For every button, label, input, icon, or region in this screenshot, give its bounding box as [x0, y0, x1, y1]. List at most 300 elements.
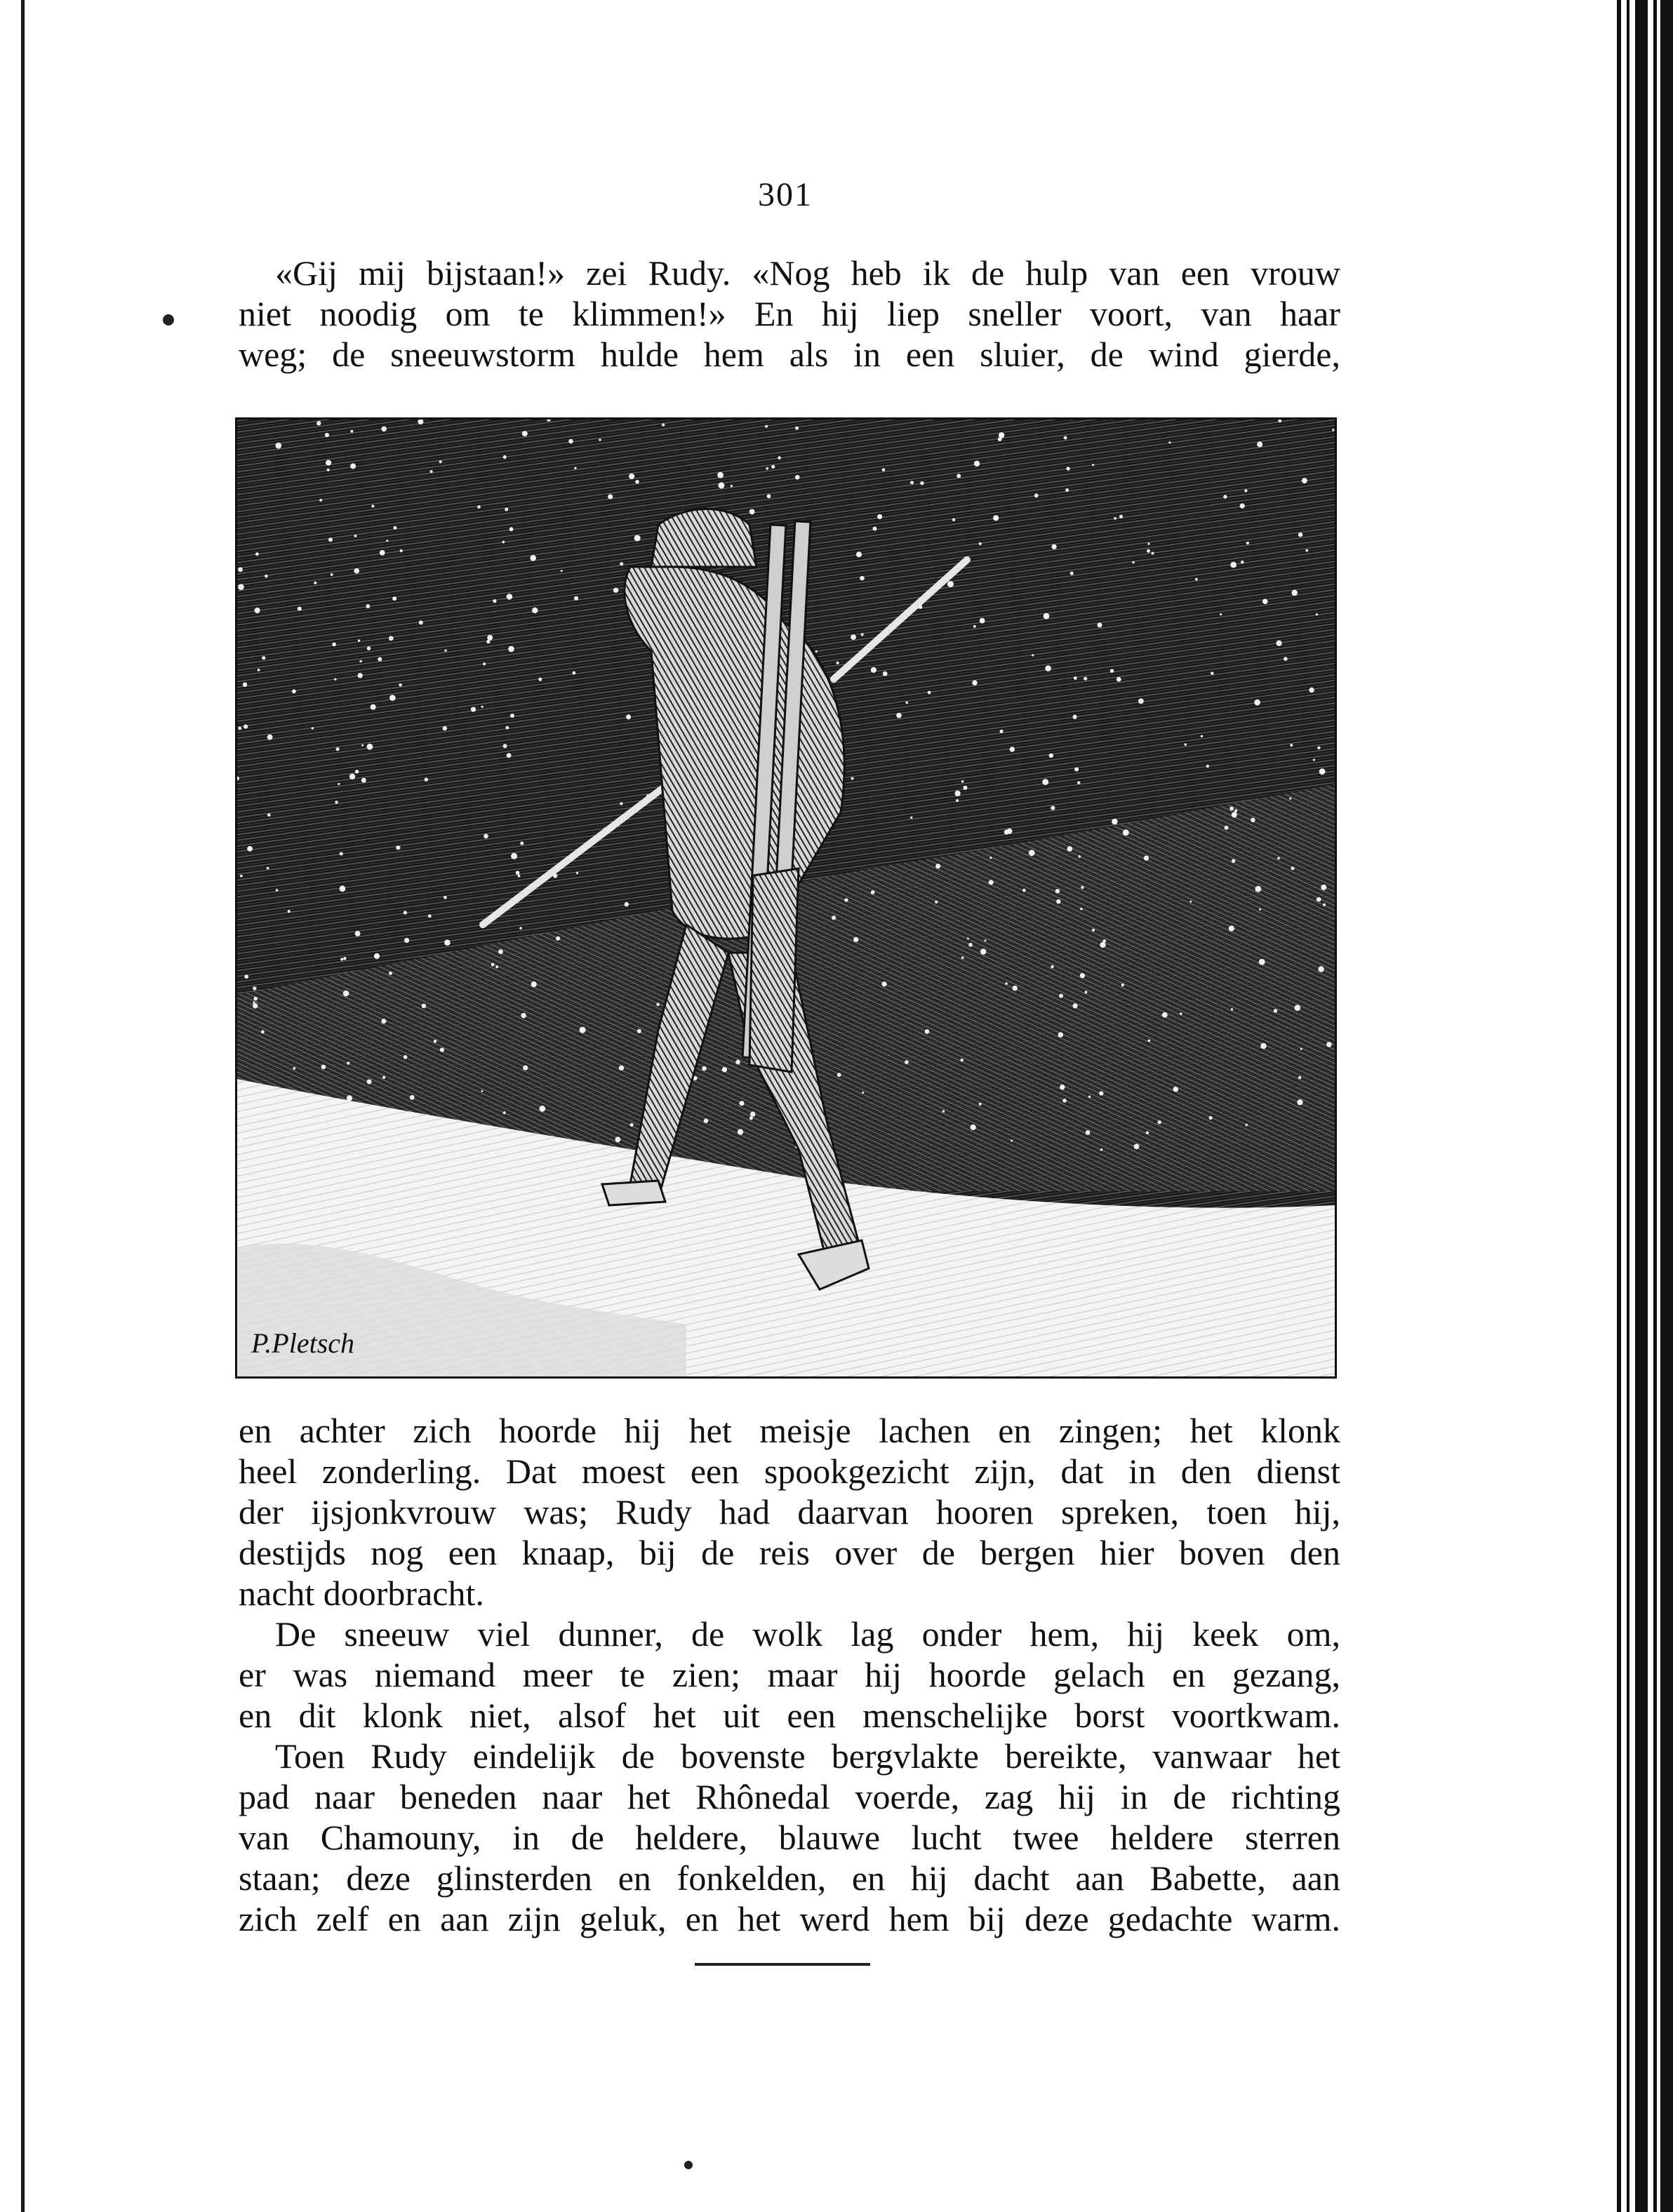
- snowflake: [258, 1144, 262, 1147]
- snowflake: [1260, 1043, 1266, 1049]
- snowflake: [1117, 677, 1121, 682]
- snowflake: [238, 568, 243, 572]
- left-binding-rule: [21, 0, 25, 2212]
- snowflake: [731, 485, 733, 487]
- snowflake: [749, 509, 755, 515]
- snowflake: [1309, 688, 1314, 692]
- snowflake: [1114, 517, 1117, 520]
- snowflake: [1144, 856, 1149, 861]
- snowflake: [425, 778, 428, 782]
- snowflake: [530, 555, 536, 561]
- snowflake: [1147, 1040, 1150, 1043]
- snowflake: [1112, 819, 1117, 824]
- snowflake: [615, 1137, 621, 1142]
- snowflake: [491, 963, 495, 967]
- snowflake: [1059, 994, 1063, 998]
- snowflake: [481, 1090, 484, 1092]
- text-line: en dit klonk niet, alsof het uit een menschelijke borst voortkwam.: [239, 1696, 1340, 1735]
- snowflake: [561, 570, 563, 572]
- snowflake: [771, 465, 775, 469]
- snowflake: [1300, 1048, 1302, 1050]
- snowflake: [434, 1040, 437, 1043]
- snowflake: [327, 469, 330, 471]
- snowflake: [1195, 578, 1198, 581]
- snowflake: [350, 463, 356, 469]
- snowflake: [860, 576, 865, 581]
- snowflake: [288, 910, 291, 913]
- snowflake: [717, 472, 724, 478]
- snowflake: [332, 643, 336, 647]
- snowflake: [404, 938, 409, 943]
- snowflake: [404, 1055, 408, 1059]
- snowflake: [882, 468, 886, 471]
- snowflake: [1029, 850, 1035, 856]
- snowflake: [1152, 552, 1154, 555]
- snowflake: [399, 683, 402, 687]
- snowflake: [861, 634, 864, 636]
- text-line: der ijsjonkvrouw was; Rudy had daarvan hooren spreken, toen hij,: [239, 1492, 1340, 1531]
- snowflake: [430, 470, 433, 473]
- snowflake: [392, 596, 396, 601]
- snowflake: [968, 943, 973, 947]
- text-line: De sneeuw viel dunner, de wolk lag onder hem, hij keek om,: [275, 1614, 1340, 1654]
- snowflake: [483, 662, 486, 665]
- snowflake: [1277, 641, 1282, 646]
- text-line: destijds nog een knaap, bij de reis over de bergen hier boven den: [239, 1533, 1340, 1572]
- snowflake: [1259, 909, 1261, 911]
- page-dot: [684, 2161, 693, 2169]
- snowflake: [620, 562, 623, 565]
- snowflake: [972, 681, 977, 685]
- paragraph-2: [239, 1614, 1340, 1736]
- snowflake: [325, 433, 329, 437]
- snowflake: [1317, 746, 1320, 749]
- snowflake: [967, 937, 969, 939]
- snowflake: [255, 552, 259, 556]
- snowflake: [1223, 495, 1227, 498]
- snowflake: [314, 582, 316, 584]
- snowflake: [1085, 991, 1088, 993]
- snowflake: [971, 1125, 976, 1130]
- text-line: heel zonderling. Dat moest een spookgezicht zijn, dat in den dienst: [239, 1452, 1340, 1491]
- snowflake: [1011, 1140, 1013, 1142]
- snowflake: [942, 1110, 945, 1113]
- snowflake: [556, 937, 560, 941]
- snowflake: [419, 620, 423, 624]
- snowflake: [1051, 806, 1055, 810]
- snowflake: [856, 551, 862, 557]
- snowflake: [350, 430, 353, 433]
- snowflake: [340, 885, 346, 892]
- snowflake: [1240, 504, 1245, 509]
- snowflake: [862, 1092, 864, 1094]
- snowflake: [877, 514, 882, 519]
- snowflake: [883, 671, 888, 676]
- snowflake: [1080, 908, 1083, 911]
- snowflake: [276, 889, 279, 892]
- snowflake: [1251, 818, 1255, 822]
- rifle-stock: [749, 869, 799, 1072]
- snowflake: [574, 467, 576, 469]
- snowflake: [1323, 904, 1326, 906]
- snowflake: [382, 427, 387, 431]
- snowflake: [910, 817, 912, 819]
- end-rule: [695, 1963, 870, 1966]
- snowflake: [952, 518, 955, 521]
- snowflake: [522, 431, 528, 436]
- snowflake: [957, 474, 961, 478]
- snowflake: [1049, 753, 1053, 758]
- snowflake: [507, 753, 512, 758]
- snowflake: [354, 568, 359, 574]
- snowflake: [367, 1079, 372, 1084]
- snowflake: [1209, 1116, 1213, 1120]
- snowflake: [1138, 699, 1144, 704]
- snowflake: [980, 949, 986, 954]
- snowflake: [851, 777, 854, 780]
- snowflake: [795, 475, 800, 480]
- snowflake: [519, 927, 522, 930]
- snowflake: [836, 662, 839, 664]
- snowflake: [359, 660, 362, 663]
- snowflake: [255, 608, 260, 613]
- snowflake: [444, 650, 446, 652]
- snowflake: [484, 834, 488, 839]
- snowflake: [1004, 829, 1009, 834]
- snowflake: [477, 505, 481, 509]
- snowflake: [347, 1061, 349, 1064]
- snowflake: [355, 931, 361, 937]
- snowflake: [1295, 1005, 1301, 1011]
- snowflake: [343, 991, 349, 997]
- snowflake: [620, 802, 622, 805]
- snowflake: [1162, 1012, 1168, 1018]
- snowflake: [343, 957, 347, 960]
- snowflake: [378, 657, 382, 662]
- snowflake: [366, 604, 370, 608]
- snowflake: [1316, 613, 1318, 615]
- snowflake: [518, 875, 521, 878]
- snowflake: [261, 1030, 265, 1033]
- snowflake: [1074, 768, 1079, 772]
- snowflake: [1257, 441, 1262, 447]
- snowflake: [486, 640, 490, 643]
- snowflake: [1146, 1132, 1149, 1134]
- snowflake: [635, 480, 639, 484]
- snowflake: [920, 481, 924, 485]
- snowflake: [404, 911, 407, 914]
- text-line: niet noodig om te klimmen!» En hij liep sneller voort, van haar: [239, 294, 1340, 333]
- snowflake: [1086, 1130, 1091, 1135]
- paragraph-3: [239, 1736, 1340, 1939]
- snowflake: [334, 678, 336, 681]
- snowflake: [1229, 925, 1234, 931]
- snowflake: [267, 735, 273, 740]
- snowflake: [422, 1004, 426, 1008]
- snowflake: [871, 890, 875, 894]
- snowflake: [502, 541, 505, 544]
- snowflake: [573, 671, 576, 675]
- snowflake: [293, 1067, 295, 1070]
- snowflake: [520, 842, 524, 845]
- snowflake: [471, 707, 476, 712]
- snowflake: [1134, 1144, 1140, 1149]
- snowflake: [361, 744, 364, 746]
- snowflake: [1225, 826, 1229, 830]
- snowflake: [521, 1013, 526, 1018]
- snowflake: [444, 939, 451, 946]
- snowflake: [765, 425, 768, 428]
- snowflake: [1230, 562, 1237, 568]
- snowflake: [619, 1066, 624, 1071]
- snowflake: [1072, 1003, 1077, 1008]
- snowflake: [637, 1029, 641, 1033]
- snowflake: [1232, 859, 1235, 863]
- snowflake: [265, 575, 268, 578]
- snowflake: [1147, 549, 1150, 553]
- snowflake: [778, 456, 781, 460]
- snowflake: [1056, 899, 1060, 904]
- snowflake: [735, 1060, 740, 1065]
- snowflake: [1234, 810, 1237, 812]
- snowflake: [1132, 561, 1134, 563]
- snowflake: [498, 949, 503, 954]
- snowflake: [1180, 1012, 1182, 1015]
- paragraph-1: [239, 1410, 1340, 1614]
- snowflake: [1010, 746, 1015, 751]
- snowflake: [331, 573, 333, 576]
- snowflake: [961, 780, 964, 783]
- snowflake: [1000, 730, 1004, 733]
- snowflake: [1065, 488, 1069, 492]
- snowflake: [766, 467, 768, 470]
- snowflake: [956, 799, 959, 802]
- snowflake: [1321, 885, 1326, 890]
- snowflake: [1013, 986, 1018, 991]
- snowflake: [394, 526, 397, 530]
- snowflake: [1184, 744, 1187, 746]
- snowflake: [400, 549, 403, 552]
- snowflake: [740, 1101, 745, 1106]
- snowflake: [244, 974, 248, 979]
- snowflake: [1022, 889, 1026, 892]
- snowflake: [871, 667, 877, 673]
- snowflake: [506, 726, 509, 730]
- snowflake: [1317, 897, 1321, 902]
- snowflake: [634, 535, 641, 542]
- snowflake: [973, 625, 976, 628]
- snowflake: [1274, 1009, 1277, 1012]
- snowflake: [925, 1029, 930, 1034]
- snowflake: [262, 656, 265, 659]
- snowflake: [1099, 1091, 1103, 1095]
- snowflake: [396, 845, 400, 850]
- snowflake: [1055, 889, 1060, 893]
- snowflake: [1044, 613, 1050, 619]
- snowflake: [1034, 494, 1039, 498]
- snowflake: [289, 1108, 295, 1115]
- snowflake: [1168, 441, 1171, 443]
- snowflake: [1201, 735, 1203, 737]
- snowflake: [510, 713, 514, 718]
- snowflake: [576, 872, 578, 874]
- snowflake: [335, 800, 338, 803]
- snowflake: [440, 1047, 444, 1052]
- snowflake: [292, 690, 296, 694]
- snowflake: [1255, 886, 1262, 892]
- snowflake: [244, 725, 248, 729]
- snowflake: [267, 813, 271, 817]
- snowflake: [1290, 744, 1293, 746]
- snowflake: [328, 537, 333, 542]
- snowflake: [1060, 1085, 1065, 1090]
- snowflake: [258, 669, 260, 671]
- snowflake: [568, 439, 573, 444]
- snowflake: [367, 744, 373, 750]
- snowflake: [1100, 1148, 1103, 1151]
- text-line: en achter zich hoorde hij het meisje lachen en zingen; het klonk: [239, 1411, 1340, 1450]
- snowflake: [1078, 855, 1081, 858]
- snowflake: [1123, 829, 1129, 836]
- snowflake: [1284, 657, 1288, 661]
- snowflake: [247, 846, 253, 852]
- snowflake: [1073, 715, 1077, 719]
- snowflake: [531, 981, 537, 987]
- snowflake: [1052, 544, 1057, 549]
- snowflake: [1080, 973, 1085, 978]
- snowflake: [253, 997, 258, 1001]
- snowflake: [1092, 929, 1095, 932]
- snowflake: [980, 618, 985, 624]
- snowflake: [1292, 590, 1298, 596]
- snowflake: [361, 778, 366, 783]
- snowflake: [316, 421, 321, 425]
- snowflake: [1289, 798, 1291, 800]
- snowflake: [495, 965, 498, 968]
- snowflake: [389, 695, 396, 701]
- snowflake: [1246, 542, 1249, 544]
- snowflake: [961, 956, 964, 959]
- snowflake: [1220, 613, 1222, 615]
- snowflake: [998, 437, 1002, 441]
- snowflake: [722, 1067, 727, 1072]
- snowflake: [338, 783, 340, 785]
- snowflake: [428, 914, 432, 918]
- snowflake: [1332, 429, 1334, 431]
- snowflake: [1100, 942, 1105, 948]
- snowflake: [1147, 543, 1149, 545]
- snowflake: [1098, 623, 1102, 628]
- snowflake: [580, 1027, 586, 1033]
- snowflake: [574, 596, 578, 601]
- snowflake: [599, 438, 601, 441]
- snowflake: [750, 1111, 755, 1116]
- snowflake: [243, 683, 248, 688]
- engraving-svg: [237, 420, 1335, 1376]
- snowflake: [275, 443, 281, 449]
- snowflake: [503, 455, 507, 459]
- snowflake: [240, 875, 243, 878]
- snowflake: [1074, 676, 1077, 680]
- snowflake: [928, 691, 931, 695]
- snowflake: [326, 460, 331, 466]
- snowflake: [509, 527, 514, 531]
- snowflake: [896, 713, 902, 718]
- snowflake: [853, 937, 858, 942]
- snowflake: [993, 515, 999, 521]
- snowflake: [1291, 866, 1295, 870]
- snowflake: [503, 744, 507, 748]
- snowflake: [1103, 939, 1107, 943]
- illustration-signature: P.Pletsch: [251, 1327, 355, 1359]
- snowflake: [1070, 572, 1074, 575]
- snowflake: [630, 1123, 634, 1127]
- text-line: Toen Rudy eindelijk de bovenste bergvlakte bereikte, vanwaar het: [275, 1736, 1340, 1776]
- text-line: pad naar beneden naar het Rhônedal voerde, zag hij in de richting: [239, 1777, 1340, 1816]
- snowflake: [507, 594, 513, 600]
- snowflake: [374, 953, 380, 959]
- snowflake: [532, 608, 538, 613]
- snowflake: [1088, 1096, 1091, 1099]
- snowflake: [503, 1111, 506, 1114]
- snowflake: [738, 1129, 743, 1134]
- text-line: zich zelf en aan zijn geluk, en het werd hem bij deze gedachte warm.: [239, 1899, 1340, 1938]
- snowflake: [539, 1106, 545, 1112]
- snowflake: [1254, 699, 1260, 706]
- snowflake: [985, 939, 987, 941]
- snowflake: [873, 527, 877, 531]
- page-number: 301: [758, 176, 813, 213]
- snowflake: [410, 1095, 415, 1100]
- snowflake: [516, 871, 520, 875]
- margin-mark: [163, 314, 174, 326]
- snowflake: [312, 727, 314, 730]
- snowflake: [882, 981, 887, 986]
- text-line: nacht doorbracht.: [239, 1574, 484, 1613]
- snowflake: [1319, 768, 1326, 775]
- illustration-engraving: [235, 417, 1337, 1379]
- snowflake: [979, 542, 982, 545]
- snowflake: [1298, 1076, 1301, 1079]
- snowflake: [1110, 669, 1114, 673]
- snowflake: [844, 898, 848, 901]
- snowflake: [358, 673, 363, 678]
- snowflake: [1084, 677, 1087, 681]
- snowflake: [340, 852, 343, 856]
- snowflake: [323, 1100, 326, 1103]
- snowflake: [702, 1066, 707, 1071]
- text-line: er was niemand meer te zien; maar hij hoorde gelach en gezang,: [239, 1655, 1340, 1694]
- snowflake: [832, 916, 836, 920]
- snowflake: [815, 650, 818, 652]
- right-binding-edge: [1617, 0, 1673, 2212]
- snowflake: [298, 607, 302, 611]
- snowflake: [238, 584, 244, 590]
- snowflake: [613, 588, 618, 593]
- snowflake: [523, 1066, 528, 1071]
- snowflake: [1045, 665, 1051, 671]
- snowflake: [386, 539, 388, 542]
- snowflake: [749, 1116, 753, 1120]
- snowflake: [371, 505, 374, 508]
- snowflake: [367, 646, 371, 650]
- snowflake: [439, 460, 442, 463]
- snowflake: [238, 727, 241, 730]
- snowflake: [989, 857, 992, 859]
- snowflake: [349, 774, 355, 779]
- snowflake: [625, 902, 629, 906]
- snowflake: [371, 704, 376, 710]
